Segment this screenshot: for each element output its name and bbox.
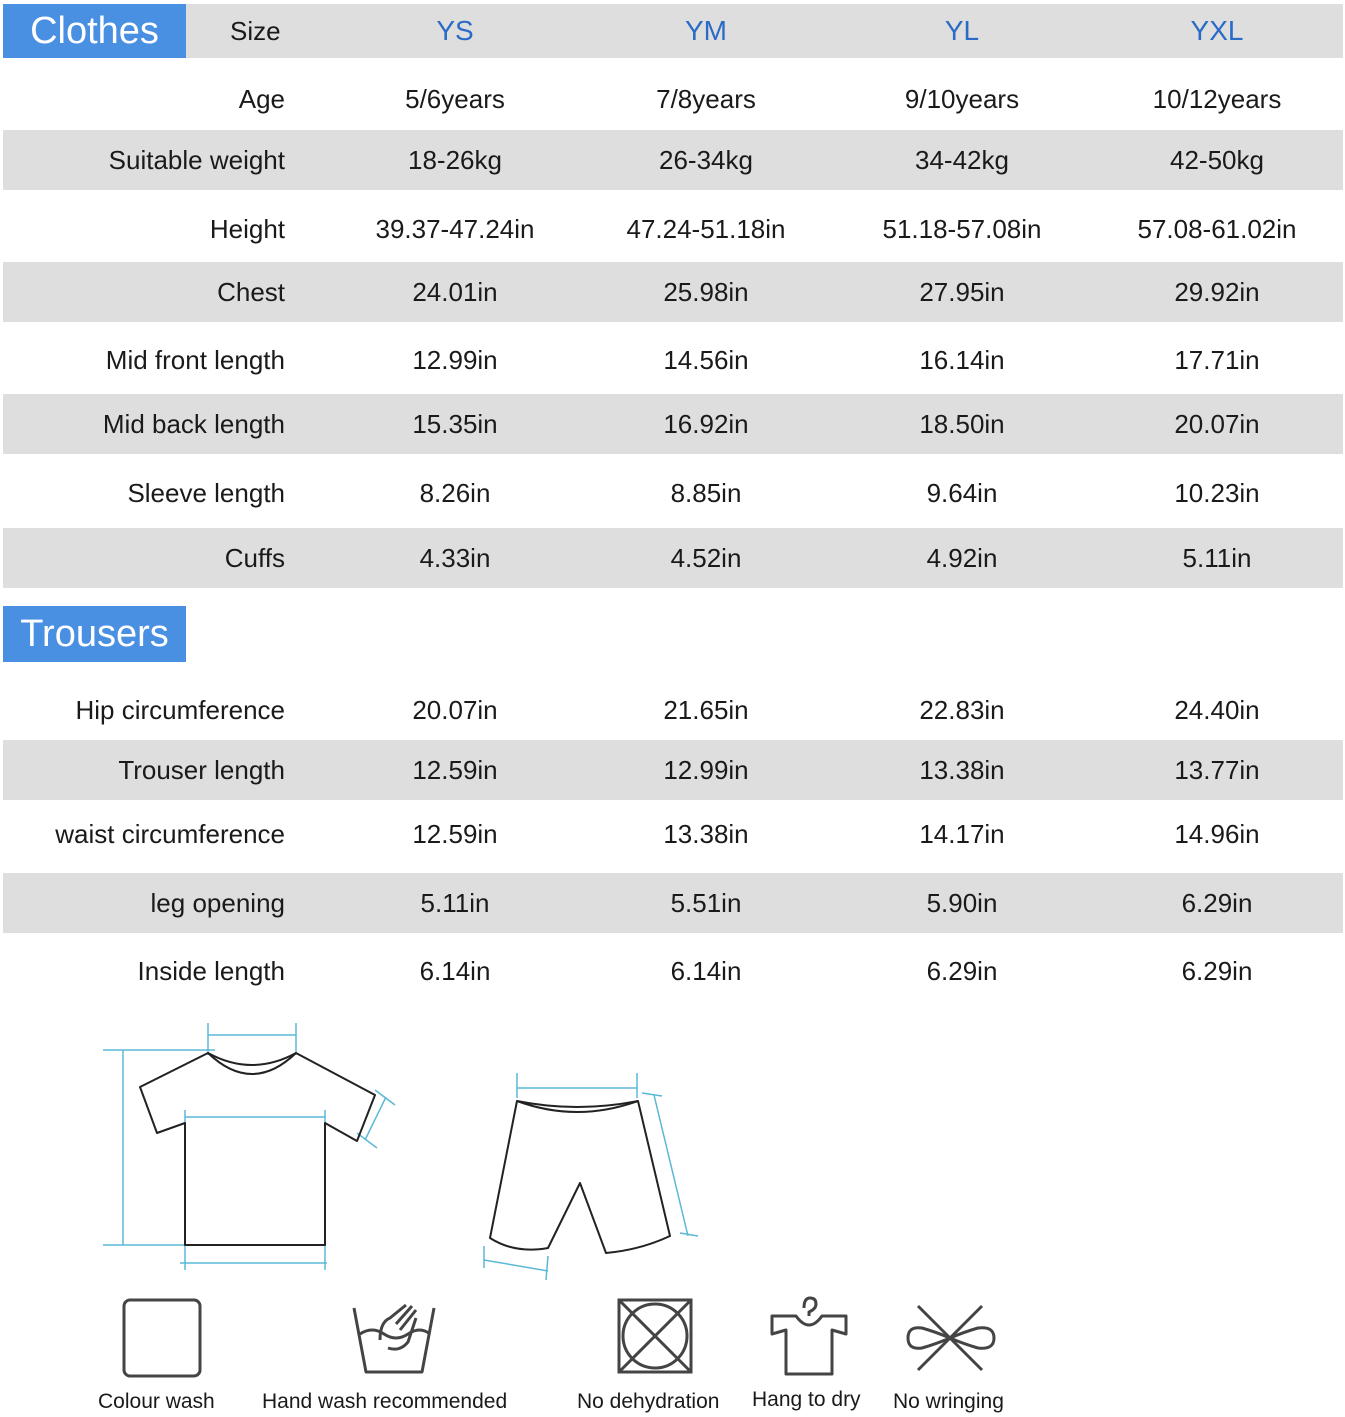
care-label-hand-wash: Hand wash recommended [262,1390,508,1413]
row-value: 7/8years [656,83,756,114]
care-label-no-dehydration: No dehydration [577,1390,720,1413]
row-label: Inside length [137,955,285,986]
row-label: Chest [217,276,285,307]
table-row [3,680,1343,740]
row-value: 18-26kg [408,144,502,175]
clothes-header-row [3,4,1343,58]
no-wringing-icon [900,1300,1000,1376]
table-row [3,940,1343,1002]
table-row [3,804,1343,864]
row-value: 14.17in [919,818,1005,849]
no-dehydration-icon [615,1296,695,1376]
row-label: Trouser length [118,754,285,785]
row-value: 9/10years [904,83,1020,114]
table-row [3,394,1343,454]
row-value: 42-50kg [1170,144,1264,175]
row-value: 5.11in [420,887,490,918]
row-value: 12.59in [412,754,498,785]
row-value: 6.29in [1181,887,1253,918]
row-value: 14.96in [1174,818,1260,849]
row-label: waist circumference [55,818,285,849]
row-value: 24.40in [1174,694,1260,725]
row-value: 39.37-47.24in [375,213,535,244]
row-value: 16.14in [919,344,1005,375]
row-value: 4.33in [419,542,491,573]
row-label: Height [209,213,285,244]
row-value: 9.64in [926,477,998,508]
size-label: Size [230,15,281,46]
row-value: 17.71in [1174,344,1260,375]
trousers-section-title: Trousers [3,606,186,662]
row-value: 6.14in [419,955,491,986]
row-label: Mid front length [105,344,285,375]
table-row [3,198,1343,260]
row-value: 26-34kg [659,144,753,175]
size-yl: YL [944,15,980,46]
table-row [3,740,1343,800]
size-yxl: YXL [1190,15,1244,46]
row-value: 4.52in [670,542,742,573]
row-value: 57.08-61.02in [1137,213,1297,244]
row-value: 18.50in [919,408,1005,439]
row-label: Mid back length [102,408,285,439]
care-label-colour-wash: Colour wash [98,1390,215,1413]
row-value: 21.65in [663,694,749,725]
table-row [3,70,1343,128]
row-value: 34-42kg [915,144,1009,175]
row-value: 24.01in [412,276,498,307]
row-value: 5.90in [926,887,998,918]
row-value: 13.38in [919,754,1005,785]
row-label: leg opening [150,887,285,918]
row-label: Hip circumference [75,694,285,725]
clothes-section-title: Clothes [3,4,186,58]
row-value: 13.77in [1174,754,1260,785]
row-value: 6.29in [1181,955,1253,986]
row-value: 27.95in [919,276,1005,307]
row-value: 8.85in [670,477,742,508]
row-value: 8.26in [419,477,491,508]
row-value: 5.51in [670,887,742,918]
row-value: 12.59in [412,818,498,849]
row-value: 6.14in [670,955,742,986]
row-value: 20.07in [412,694,498,725]
tshirt-measure-diagram [95,1015,405,1280]
care-label-hang-to-dry: Hang to dry [752,1388,861,1411]
hand-wash-icon [350,1300,440,1378]
size-ym: YM [685,15,727,46]
row-value: 22.83in [919,694,1005,725]
shorts-measure-diagram [480,1068,705,1283]
row-value: 13.38in [663,818,749,849]
row-value: 10/12years [1152,83,1282,114]
row-value: 16.92in [663,408,749,439]
table-row [3,130,1343,190]
colour-wash-icon [120,1296,204,1380]
row-value: 47.24-51.18in [626,213,786,244]
row-label: Cuffs [224,542,285,573]
row-label: Sleeve length [127,477,285,508]
table-row [3,528,1343,588]
care-label-no-wringing: No wringing [893,1390,1004,1413]
row-value: 5.11in [1182,542,1252,573]
row-value: 10.23in [1174,477,1260,508]
row-value: 51.18-57.08in [882,213,1042,244]
hang-to-dry-icon [768,1296,850,1378]
table-row [3,873,1343,933]
row-label: Age [238,83,285,114]
row-value: 14.56in [663,344,749,375]
table-row [3,262,1343,322]
table-row [3,462,1343,524]
row-value: 5/6years [405,83,505,114]
row-value: 20.07in [1174,408,1260,439]
size-ys: YS [436,15,474,46]
row-value: 4.92in [926,542,998,573]
row-value: 15.35in [412,408,498,439]
row-value: 12.99in [412,344,498,375]
row-value: 25.98in [663,276,749,307]
table-row [3,330,1343,390]
row-value: 12.99in [663,754,749,785]
row-value: 6.29in [926,955,998,986]
row-value: 29.92in [1174,276,1260,307]
row-label: Suitable weight [108,144,285,175]
